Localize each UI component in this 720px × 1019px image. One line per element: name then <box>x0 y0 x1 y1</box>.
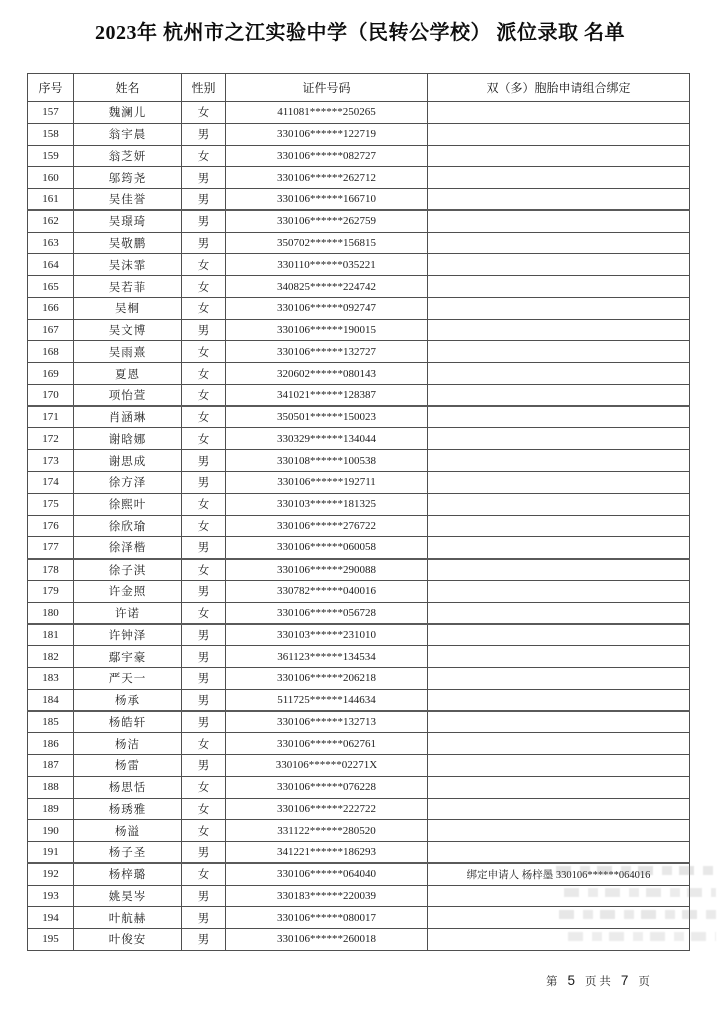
row-index-cell: 179 <box>28 580 74 602</box>
table-row <box>28 515 690 537</box>
id-number-cell: 411081******250265 <box>226 102 428 124</box>
table-row <box>28 493 690 515</box>
id-number-cell: 330106******056728 <box>226 602 428 624</box>
footer-suffix: 页 <box>638 976 650 988</box>
twin-binding-cell <box>428 602 690 624</box>
total-pages: 7 <box>620 973 629 988</box>
id-number-cell: 330106******02271X <box>226 754 428 776</box>
student-name-cell: 杨雷 <box>74 754 182 776</box>
gender-cell: 男 <box>182 667 226 689</box>
gender-cell: 女 <box>182 559 226 581</box>
row-index-cell: 187 <box>28 754 74 776</box>
twin-binding-cell <box>428 493 690 515</box>
row-index-cell: 164 <box>28 254 74 276</box>
gender-cell: 男 <box>182 450 226 472</box>
gender-cell: 男 <box>182 624 226 646</box>
twin-binding-cell <box>428 145 690 167</box>
id-number-cell: 341221******186293 <box>226 842 428 864</box>
table-row <box>28 276 690 298</box>
gender-cell: 女 <box>182 820 226 842</box>
student-name-cell: 鄢宇豪 <box>74 646 182 668</box>
table-row <box>28 733 690 755</box>
twin-binding-cell <box>428 428 690 450</box>
id-number-cell: 330106******276722 <box>226 515 428 537</box>
row-index-cell: 175 <box>28 493 74 515</box>
twin-binding-cell <box>428 363 690 385</box>
student-name-cell: 杨皓轩 <box>74 711 182 733</box>
student-name-cell: 翁宇晨 <box>74 123 182 145</box>
gender-cell: 女 <box>182 406 226 428</box>
twin-binding-cell <box>428 711 690 733</box>
student-name-cell: 杨子圣 <box>74 842 182 864</box>
row-index-cell: 169 <box>28 363 74 385</box>
id-number-cell: 330106******132713 <box>226 711 428 733</box>
twin-binding-cell <box>428 319 690 341</box>
student-name-cell: 吴桐 <box>74 297 182 319</box>
student-name-cell: 徐欣瑜 <box>74 515 182 537</box>
row-index-cell: 173 <box>28 450 74 472</box>
table-row <box>28 711 690 733</box>
student-name-cell: 邬筠尧 <box>74 167 182 189</box>
table-row <box>28 363 690 385</box>
twin-binding-cell <box>428 537 690 559</box>
twin-binding-cell <box>428 406 690 428</box>
gender-cell: 男 <box>182 167 226 189</box>
student-name-cell: 徐方泽 <box>74 472 182 494</box>
table-row <box>28 472 690 494</box>
gender-cell: 女 <box>182 145 226 167</box>
page-footer <box>543 973 653 989</box>
twin-binding-cell <box>428 667 690 689</box>
student-name-cell: 吴文博 <box>74 319 182 341</box>
roster-table-container <box>27 73 690 951</box>
row-index-cell: 186 <box>28 733 74 755</box>
row-index-cell: 165 <box>28 276 74 298</box>
row-index-cell: 183 <box>28 667 74 689</box>
twin-binding-cell <box>428 580 690 602</box>
gender-cell: 女 <box>182 515 226 537</box>
gender-cell: 男 <box>182 319 226 341</box>
table-row <box>28 319 690 341</box>
table-row <box>28 798 690 820</box>
gender-cell: 男 <box>182 711 226 733</box>
student-name-cell: 吴雨熹 <box>74 341 182 363</box>
id-number-cell: 340825******224742 <box>226 276 428 298</box>
page-title: 2023年 杭州市之江实验中学（民转公学校） 派位录取 名单 <box>95 22 625 44</box>
table-row <box>28 776 690 798</box>
gender-cell: 男 <box>182 646 226 668</box>
student-name-cell: 吴璟琦 <box>74 210 182 232</box>
student-name-cell: 叶俊安 <box>74 929 182 951</box>
student-name-cell: 严天一 <box>74 667 182 689</box>
table-row <box>28 602 690 624</box>
gender-cell: 女 <box>182 102 226 124</box>
table-row <box>28 907 690 929</box>
table-row <box>28 232 690 254</box>
student-name-cell: 夏恩 <box>74 363 182 385</box>
student-name-cell: 杨溢 <box>74 820 182 842</box>
row-index-cell: 189 <box>28 798 74 820</box>
table-row <box>28 820 690 842</box>
id-number-cell: 330106******192711 <box>226 472 428 494</box>
gender-cell: 女 <box>182 602 226 624</box>
student-name-cell: 许钟泽 <box>74 624 182 646</box>
row-index-cell: 188 <box>28 776 74 798</box>
gender-cell: 男 <box>182 689 226 711</box>
twin-binding-cell <box>428 776 690 798</box>
student-name-cell: 谢思成 <box>74 450 182 472</box>
id-number-cell: 511725******144634 <box>226 689 428 711</box>
page-number: 5 <box>567 973 576 988</box>
id-number-cell: 331122******280520 <box>226 820 428 842</box>
table-row <box>28 689 690 711</box>
id-number-cell: 330329******134044 <box>226 428 428 450</box>
table-row <box>28 929 690 951</box>
header-twin-binding: 双（多）胞胎申请组合绑定 <box>428 74 690 102</box>
gender-cell: 男 <box>182 842 226 864</box>
twin-binding-cell <box>428 123 690 145</box>
id-number-cell: 330106******082727 <box>226 145 428 167</box>
id-number-cell: 330106******222722 <box>226 798 428 820</box>
twin-binding-cell <box>428 842 690 864</box>
id-number-cell: 330106******122719 <box>226 123 428 145</box>
row-index-cell: 192 <box>28 863 74 885</box>
id-number-cell: 330106******206218 <box>226 667 428 689</box>
gender-cell: 女 <box>182 776 226 798</box>
twin-binding-cell <box>428 559 690 581</box>
gender-cell: 男 <box>182 754 226 776</box>
twin-binding-cell <box>428 798 690 820</box>
twin-binding-cell <box>428 472 690 494</box>
row-index-cell: 167 <box>28 319 74 341</box>
table-row <box>28 102 690 124</box>
table-row <box>28 145 690 167</box>
row-index-cell: 185 <box>28 711 74 733</box>
student-name-cell: 吴佳誉 <box>74 189 182 211</box>
table-row <box>28 580 690 602</box>
twin-binding-cell <box>428 210 690 232</box>
student-name-cell: 肖涵琳 <box>74 406 182 428</box>
row-index-cell: 184 <box>28 689 74 711</box>
table-row <box>28 428 690 450</box>
header-row <box>28 74 690 102</box>
table-row <box>28 406 690 428</box>
row-index-cell: 177 <box>28 537 74 559</box>
id-number-cell: 330106******064040 <box>226 863 428 885</box>
student-name-cell: 许金照 <box>74 580 182 602</box>
gender-cell: 女 <box>182 341 226 363</box>
twin-binding-cell <box>428 450 690 472</box>
table-row <box>28 210 690 232</box>
student-name-cell: 杨琇雅 <box>74 798 182 820</box>
id-number-cell: 341021******128387 <box>226 384 428 406</box>
table-row <box>28 297 690 319</box>
gender-cell: 女 <box>182 733 226 755</box>
table-row <box>28 754 690 776</box>
gender-cell: 男 <box>182 907 226 929</box>
id-number-cell: 361123******134534 <box>226 646 428 668</box>
row-index-cell: 159 <box>28 145 74 167</box>
gender-cell: 女 <box>182 363 226 385</box>
table-row <box>28 885 690 907</box>
table-row <box>28 450 690 472</box>
id-number-cell: 330106******076228 <box>226 776 428 798</box>
gender-cell: 女 <box>182 384 226 406</box>
row-index-cell: 168 <box>28 341 74 363</box>
row-index-cell: 191 <box>28 842 74 864</box>
id-number-cell: 350501******150023 <box>226 406 428 428</box>
gender-cell: 男 <box>182 210 226 232</box>
footer-middle: 页 共 <box>585 976 611 988</box>
row-index-cell: 158 <box>28 123 74 145</box>
gender-cell: 男 <box>182 885 226 907</box>
row-index-cell: 194 <box>28 907 74 929</box>
row-index-cell: 178 <box>28 559 74 581</box>
row-index-cell: 171 <box>28 406 74 428</box>
student-name-cell: 谢晗娜 <box>74 428 182 450</box>
twin-binding-cell <box>428 341 690 363</box>
id-number-cell: 330106******190015 <box>226 319 428 341</box>
table-row <box>28 537 690 559</box>
twin-binding-cell <box>428 254 690 276</box>
gender-cell: 男 <box>182 189 226 211</box>
table-row <box>28 646 690 668</box>
student-name-cell: 杨洁 <box>74 733 182 755</box>
gender-cell: 男 <box>182 123 226 145</box>
twin-binding-cell <box>428 646 690 668</box>
row-index-cell: 195 <box>28 929 74 951</box>
table-row <box>28 863 690 885</box>
header-index: 序号 <box>28 74 74 102</box>
row-index-cell: 193 <box>28 885 74 907</box>
student-name-cell: 徐熙叶 <box>74 493 182 515</box>
twin-binding-cell <box>428 689 690 711</box>
id-number-cell: 330110******035221 <box>226 254 428 276</box>
student-name-cell: 叶航赫 <box>74 907 182 929</box>
row-index-cell: 174 <box>28 472 74 494</box>
gender-cell: 女 <box>182 863 226 885</box>
student-name-cell: 杨承 <box>74 689 182 711</box>
id-number-cell: 350702******156815 <box>226 232 428 254</box>
row-index-cell: 190 <box>28 820 74 842</box>
student-name-cell: 徐子淇 <box>74 559 182 581</box>
gender-cell: 男 <box>182 537 226 559</box>
row-index-cell: 163 <box>28 232 74 254</box>
row-index-cell: 157 <box>28 102 74 124</box>
gender-cell: 女 <box>182 276 226 298</box>
table-row <box>28 123 690 145</box>
id-number-cell: 330106******262759 <box>226 210 428 232</box>
student-name-cell: 吴沫霏 <box>74 254 182 276</box>
id-number-cell: 330183******220039 <box>226 885 428 907</box>
id-number-cell: 330106******290088 <box>226 559 428 581</box>
table-row <box>28 341 690 363</box>
twin-binding-cell <box>428 820 690 842</box>
student-name-cell: 许诺 <box>74 602 182 624</box>
twin-binding-cell <box>428 885 690 907</box>
student-name-cell: 杨梓璐 <box>74 863 182 885</box>
student-name-cell: 项怡萱 <box>74 384 182 406</box>
id-number-cell: 330103******181325 <box>226 493 428 515</box>
twin-binding-cell <box>428 167 690 189</box>
twin-binding-cell <box>428 102 690 124</box>
row-index-cell: 161 <box>28 189 74 211</box>
student-name-cell: 姚昊岑 <box>74 885 182 907</box>
gender-cell: 女 <box>182 798 226 820</box>
twin-binding-cell <box>428 384 690 406</box>
gender-cell: 男 <box>182 929 226 951</box>
row-index-cell: 170 <box>28 384 74 406</box>
table-row <box>28 667 690 689</box>
table-row <box>28 559 690 581</box>
row-index-cell: 180 <box>28 602 74 624</box>
row-index-cell: 160 <box>28 167 74 189</box>
twin-binding-cell <box>428 232 690 254</box>
id-number-cell: 330108******100538 <box>226 450 428 472</box>
id-number-cell: 320602******080143 <box>226 363 428 385</box>
id-number-cell: 330106******132727 <box>226 341 428 363</box>
header-gender: 性别 <box>182 74 226 102</box>
row-index-cell: 172 <box>28 428 74 450</box>
student-name-cell: 魏澜儿 <box>74 102 182 124</box>
id-number-cell: 330106******062761 <box>226 733 428 755</box>
row-index-cell: 162 <box>28 210 74 232</box>
id-number-cell: 330106******080017 <box>226 907 428 929</box>
id-number-cell: 330782******040016 <box>226 580 428 602</box>
header-name: 姓名 <box>74 74 182 102</box>
twin-binding-cell <box>428 297 690 319</box>
twin-binding-cell <box>428 189 690 211</box>
twin-binding-cell <box>428 907 690 929</box>
table-row <box>28 384 690 406</box>
twin-binding-cell <box>428 733 690 755</box>
student-name-cell: 杨思恬 <box>74 776 182 798</box>
gender-cell: 女 <box>182 428 226 450</box>
gender-cell: 男 <box>182 472 226 494</box>
footer-prefix: 第 <box>546 976 558 988</box>
student-name-cell: 吴若菲 <box>74 276 182 298</box>
id-number-cell: 330106******092747 <box>226 297 428 319</box>
gender-cell: 男 <box>182 232 226 254</box>
student-name-cell: 翁芝妍 <box>74 145 182 167</box>
table-row <box>28 624 690 646</box>
gender-cell: 女 <box>182 254 226 276</box>
gender-cell: 女 <box>182 493 226 515</box>
gender-cell: 男 <box>182 580 226 602</box>
twin-binding-cell <box>428 929 690 951</box>
twin-binding-cell <box>428 515 690 537</box>
row-index-cell: 176 <box>28 515 74 537</box>
roster-table-body <box>28 102 690 951</box>
table-row <box>28 842 690 864</box>
table-row <box>28 254 690 276</box>
student-name-cell: 徐泽楷 <box>74 537 182 559</box>
row-index-cell: 181 <box>28 624 74 646</box>
id-number-cell: 330106******262712 <box>226 167 428 189</box>
id-number-cell: 330103******231010 <box>226 624 428 646</box>
table-row <box>28 189 690 211</box>
twin-binding-cell: 绑定申请人 杨梓墨 330106******064016 <box>428 863 690 885</box>
twin-binding-cell <box>428 276 690 298</box>
gender-cell: 女 <box>182 297 226 319</box>
header-id-number: 证件号码 <box>226 74 428 102</box>
id-number-cell: 330106******060058 <box>226 537 428 559</box>
table-row <box>28 167 690 189</box>
twin-binding-cell <box>428 754 690 776</box>
row-index-cell: 182 <box>28 646 74 668</box>
id-number-cell: 330106******166710 <box>226 189 428 211</box>
id-number-cell: 330106******260018 <box>226 929 428 951</box>
row-index-cell: 166 <box>28 297 74 319</box>
roster-table <box>27 73 690 951</box>
student-name-cell: 吴敬鹏 <box>74 232 182 254</box>
twin-binding-cell <box>428 624 690 646</box>
